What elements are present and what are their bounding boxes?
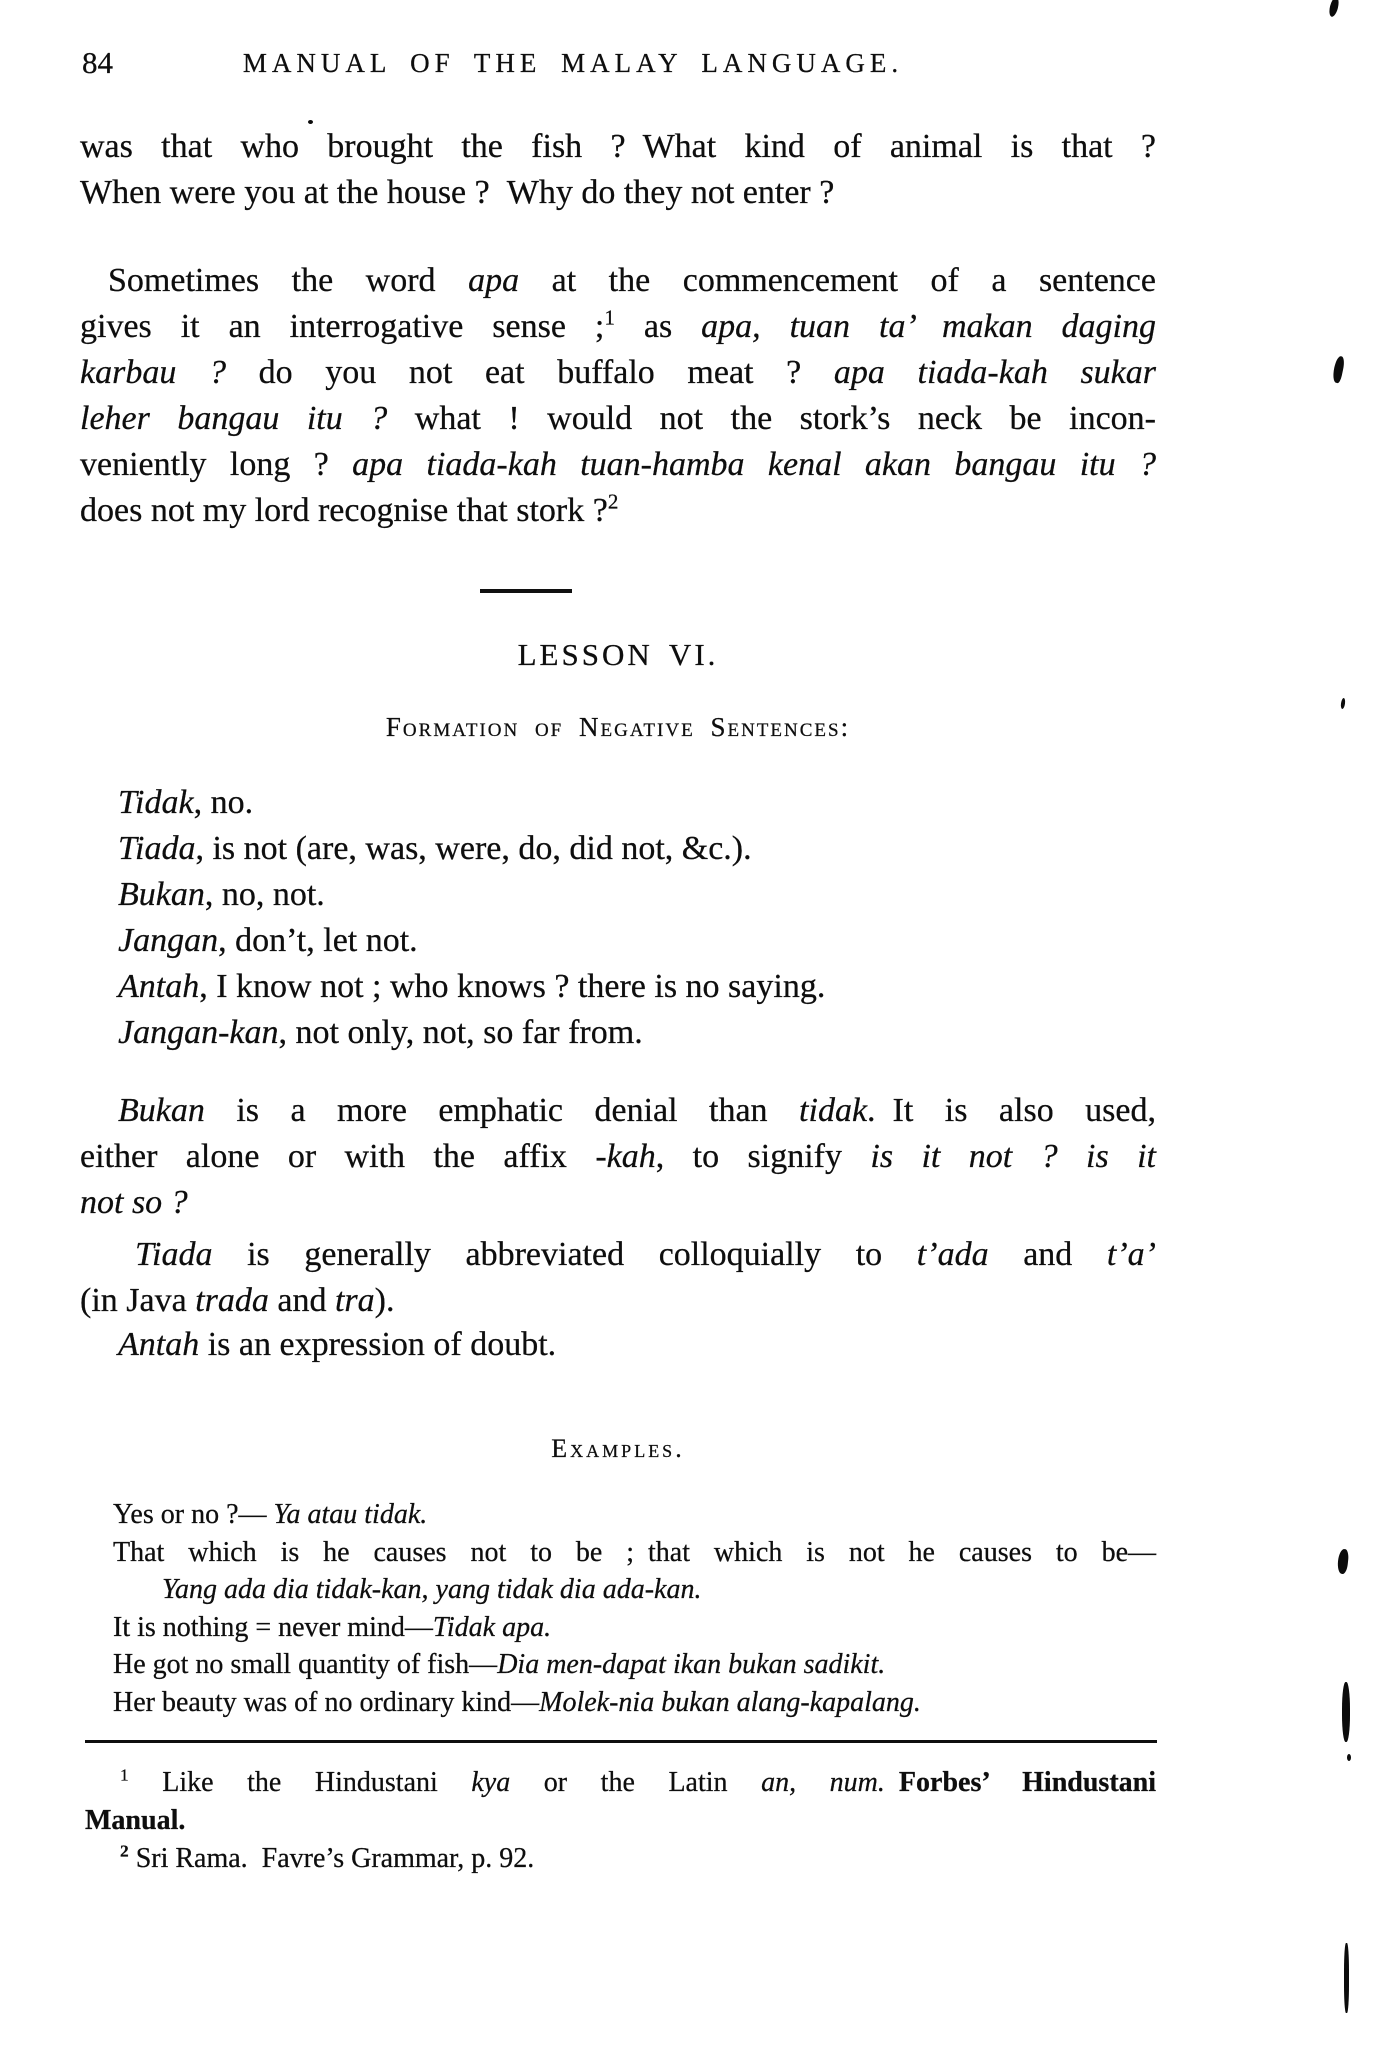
- example-item: Yang ada dia tidak-kan, yang tidak dia ada-kan.: [162, 1574, 702, 1605]
- ink-speck: [1347, 1754, 1351, 1761]
- example-item: That which is he causes not to be ; that which is not he causes to be—: [113, 1536, 1156, 1568]
- section-divider-rule: [480, 589, 572, 593]
- text-line: leher bangau itu ? what ! would not the stork’s neck be incon-: [80, 400, 1156, 437]
- text-line: Bukan is a more emphatic denial than tidak. It is also used,: [118, 1092, 1156, 1129]
- paragraph: [80, 258, 1156, 534]
- example-item: It is nothing = never mind—Tidak apa.: [113, 1611, 552, 1643]
- footnotes: [80, 1764, 1156, 1878]
- footnote-line: $^1$ Like the Hindustani kya or the Latin an, num. Forbes’ Hindustani: [120, 1765, 1156, 1798]
- footnote-rule: [85, 1740, 1157, 1743]
- page-content: [80, 0, 1156, 2054]
- text-line: (in Java trada and tra).: [80, 1282, 395, 1319]
- lesson-title: LESSON VI.: [517, 637, 719, 672]
- page-number: 84: [82, 45, 113, 80]
- examples-heading: Examples.: [551, 1434, 685, 1463]
- text-line: does not my lord recognise that stork ?$^2$: [80, 489, 619, 529]
- text-line: Sometimes the word apa at the commencement of a sentence: [108, 262, 1156, 299]
- vocab-item: Jangan-kan, not only, not, so far from.: [118, 1014, 643, 1051]
- text-line: not so ?: [80, 1184, 188, 1221]
- example-item: Yes or no ?— Ya atau tidak.: [113, 1499, 428, 1530]
- paragraph: [80, 1232, 1156, 1324]
- ink-speck: [308, 120, 313, 124]
- text-line: either alone or with the affix -kah, to signify is it not ? is it: [80, 1138, 1156, 1175]
- page-header: [80, 40, 1156, 86]
- ink-speck: [1344, 1943, 1349, 2013]
- vocab-item: Tidak, no.: [118, 784, 254, 821]
- footnote-line: $^2$ Sri Rama. Favre’s Grammar, p. 92.: [120, 1841, 535, 1874]
- vocabulary-list: [80, 780, 1156, 1056]
- vocab-item: Tiada, is not (are, was, were, do, did not, &c.).: [118, 830, 752, 867]
- ink-speck: [1337, 1549, 1350, 1575]
- examples-list: [80, 1496, 1156, 1721]
- running-title: MANUAL OF THE MALAY LANGUAGE.: [242, 48, 904, 78]
- vocab-item: Antah, I know not ; who knows ? there is no saying.: [118, 968, 826, 1005]
- paragraph: [80, 1088, 1156, 1226]
- example-item: He got no small quantity of fish—Dia men-dapat ikan bukan sadikit.: [113, 1649, 886, 1680]
- footnote-line: Manual.: [85, 1805, 186, 1836]
- ink-speck: [1328, 0, 1341, 18]
- text-line: gives it an interrogative sense ;$^1$ as apa, tuan ta’ makan daging: [80, 305, 1157, 345]
- text-line: karbau ? do you not eat buffalo meat ? apa tiada-kah sukar: [80, 354, 1157, 391]
- lesson-subtitle: Formation of Negative Sentences:: [385, 712, 851, 742]
- text-line: Tiada is generally abbreviated colloquially to t’ada and t’a’: [135, 1236, 1156, 1273]
- text-line: was that who brought the fish ? What kind of animal is that ?: [80, 128, 1156, 165]
- text-line: veniently long ? apa tiada-kah tuan-hamba kenal akan bangau itu ?: [80, 446, 1156, 483]
- vocab-item: Bukan, no, not.: [118, 876, 325, 913]
- vocab-item: Jangan, don’t, let not.: [118, 922, 418, 959]
- ink-speck: [1340, 698, 1345, 709]
- example-item: Her beauty was of no ordinary kind—Molek-nia bukan alang-kapalang.: [113, 1686, 921, 1718]
- text-line: When were you at the house ? Why do they not enter ?: [80, 174, 835, 211]
- ink-speck: [1331, 355, 1345, 383]
- ink-speck: [1342, 1682, 1350, 1742]
- paragraph: [80, 1322, 1156, 1368]
- paragraph: [80, 124, 1156, 216]
- text-line: Antah is an expression of doubt.: [118, 1326, 557, 1363]
